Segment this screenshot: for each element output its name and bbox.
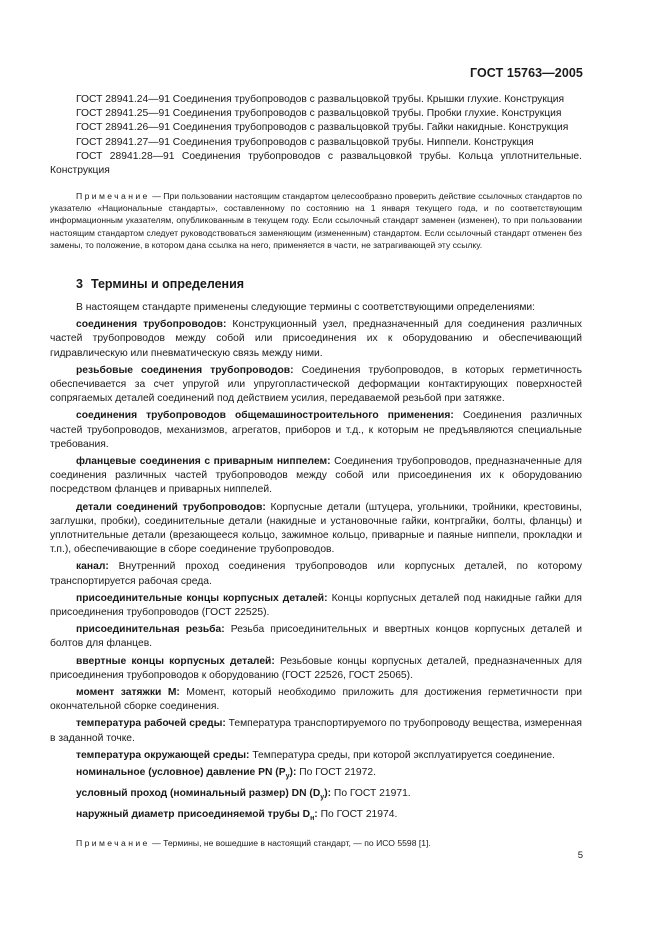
term	[76, 809, 318, 823]
reference-item: ГОСТ 28941.25—91 Соединения трубопроводов с развальцовкой трубы. Пробки глухие. Конструкция	[76, 108, 562, 120]
term-text-end: ):	[324, 788, 332, 800]
term-text: наружный диаметр присоединяемой трубы D	[76, 809, 311, 821]
definition: Корпусные детали (штуцера, угольники, тройники, крестовины, заглушки, пробки), соединительные детали (накидные и установочные гайки, контргайки, болты, фланцы) и уплотнительные детали (врезающееся кольцо, зажимное кольцо, приварные и паяные ниппели, прокладки и т.п.), обеспечивающие в сборе соединение трубопроводов.	[50, 501, 582, 556]
term: соединения трубопроводов:	[76, 319, 227, 331]
term-subscript: у	[320, 794, 325, 802]
term: температура окружающей среды:	[76, 749, 250, 761]
definition: Температура транспортируемого по трубопроводу вещества, измеренная в заданной точке.	[50, 718, 582, 744]
definition: По ГОСТ 21971.	[331, 788, 411, 800]
definition: По ГОСТ 21974.	[317, 809, 398, 821]
definition: По ГОСТ 21972.	[296, 766, 376, 778]
definition: Соединения трубопроводов, в которых герметичность обеспечивается за счет упругой или упругопластической деформации контактирующих поверхностей сопрягаемых деталей соединений под действием усилия, передаваемой резьбой при затяжке.	[50, 364, 583, 405]
term: присоединительная резьба:	[76, 624, 225, 636]
term-list	[50, 318, 582, 827]
term-definition	[50, 787, 582, 805]
reference-item: ГОСТ 28941.24—91 Соединения трубопроводов с развальцовкой трубы. Крышки глухие. Конструкция	[76, 94, 565, 105]
page-number: 5	[577, 850, 583, 861]
section-title: Термины и определения	[90, 276, 245, 291]
term-definition	[50, 560, 582, 588]
definition: Соединения трубопроводов, предназначенные для соединения различных частей трубопроводов между собой или присоединения их к оборудованию посредством фланцев и приварных ниппелей.	[50, 455, 582, 496]
document-id: ГОСТ 15763—2005	[469, 66, 583, 80]
intro-paragraph: В настоящем стандарте применены следующие термины с соответствующими определениями:	[76, 301, 536, 313]
note-text: — При пользовании настоящим стандартом целесообразно проверить действие ссылочных стандартов по указателю «Национальные стандарты», составленному по состоянию на 1 января текущего года, и по соответствующим информационным указателям, опубликованным в текущем году. Если ссылочный стандарт заменен (изменен), то при пользовании настоящим стандартом следует руководствоваться заменяющим (измененным) стандартом. Если ссылочный стандарт отменен без замены, то положение, в котором дана ссылка на него, применяется в части, не затрагивающей эту ссылку.	[50, 191, 582, 250]
reference-item: ГОСТ 28941.27—91 Соединения трубопроводов с развальцовкой трубы. Ниппели. Конструкция	[76, 136, 534, 148]
term-definition	[50, 318, 582, 361]
term: присоединительные концы корпусных деталей:	[76, 592, 328, 604]
reference-item: ГОСТ 28941.26—91 Соединения трубопроводов с развальцовкой трубы. Гайки накидные. Конструкция	[76, 122, 569, 134]
term-definition	[50, 655, 582, 683]
section-heading	[76, 277, 582, 291]
term-definition	[50, 364, 582, 407]
definition: Внутренний проход соединения трубопроводов или корпусных деталей, по которому транспортируется рабочая среда.	[50, 561, 582, 587]
note-references	[50, 190, 582, 250]
term: детали соединений трубопроводов:	[76, 501, 266, 513]
term-definition	[50, 409, 582, 452]
definition: Концы корпусных деталей под накидные гайки для присоединения трубопроводов (ГОСТ 22525).	[50, 592, 582, 618]
note-text: — Термины, не вошедшие в настоящий стандарт, — по ИСО 5598 [1].	[149, 837, 431, 848]
term-definition	[50, 455, 582, 498]
term-definition	[50, 808, 582, 826]
term: ввертные концы корпусных деталей:	[76, 655, 275, 667]
term	[76, 766, 297, 781]
definition: Резьбовые концы корпусных деталей, предназначенных для присоединения трубопроводов к оборудованию (ГОСТ 22526, ГОСТ 25065).	[50, 655, 582, 681]
term: соединения трубопроводов общемашиностроительного применения:	[76, 410, 454, 422]
definition: Соединения различных частей трубопроводов, механизмов, агрегатов, приборов и т.д., к которым не предъявляются специальные требования.	[50, 410, 582, 450]
term-definition	[50, 749, 582, 763]
term-subscript: у	[285, 773, 290, 781]
term-definition	[50, 592, 582, 620]
term: резьбовые соединения трубопроводов:	[76, 364, 294, 376]
note-terms	[50, 837, 582, 849]
term-text-end: :	[314, 809, 318, 821]
term: момент затяжки M:	[76, 686, 180, 698]
reference-item: ГОСТ 28941.28—91 Соединения трубопроводов с развальцовкой трубы. Кольца уплотнительные. Конструкция	[50, 150, 582, 177]
section-number: 3	[76, 276, 83, 291]
term: канал:	[76, 561, 109, 573]
term-definition	[50, 623, 582, 651]
term-definition	[50, 686, 582, 714]
term-text: условный проход (номинальный размер) DN (D	[76, 788, 321, 800]
term-definition	[50, 717, 582, 745]
term-subscript: н	[310, 815, 315, 823]
term: температура рабочей среды:	[76, 718, 226, 730]
definition: Температура среды, при которой эксплуатируется соединение.	[249, 749, 556, 761]
term-definition	[50, 766, 582, 784]
term-definition	[50, 501, 582, 558]
term	[76, 788, 332, 802]
term-text: номинальное (условное) давление PN (P	[76, 766, 286, 778]
term: фланцевые соединения с приварным ниппелем:	[76, 455, 331, 467]
definition: Момент, который необходимо приложить для достижения герметичности при окончательной сборке соединения.	[50, 686, 582, 713]
definition: Резьба присоединительных и ввертных концов корпусных деталей и болтов для фланцев.	[50, 624, 583, 650]
main-content	[50, 93, 582, 849]
definition: Конструкционный узел, предназначенный для соединения различных частей трубопроводов между собой или присоединения их к оборудованию и обеспечивающий гидравлическую или пневматическую связь между ними.	[50, 319, 582, 359]
note-label: Примечание	[76, 191, 150, 202]
reference-list	[50, 93, 582, 178]
term-text-end: ):	[289, 766, 297, 778]
note-label: Примечание	[76, 837, 150, 848]
